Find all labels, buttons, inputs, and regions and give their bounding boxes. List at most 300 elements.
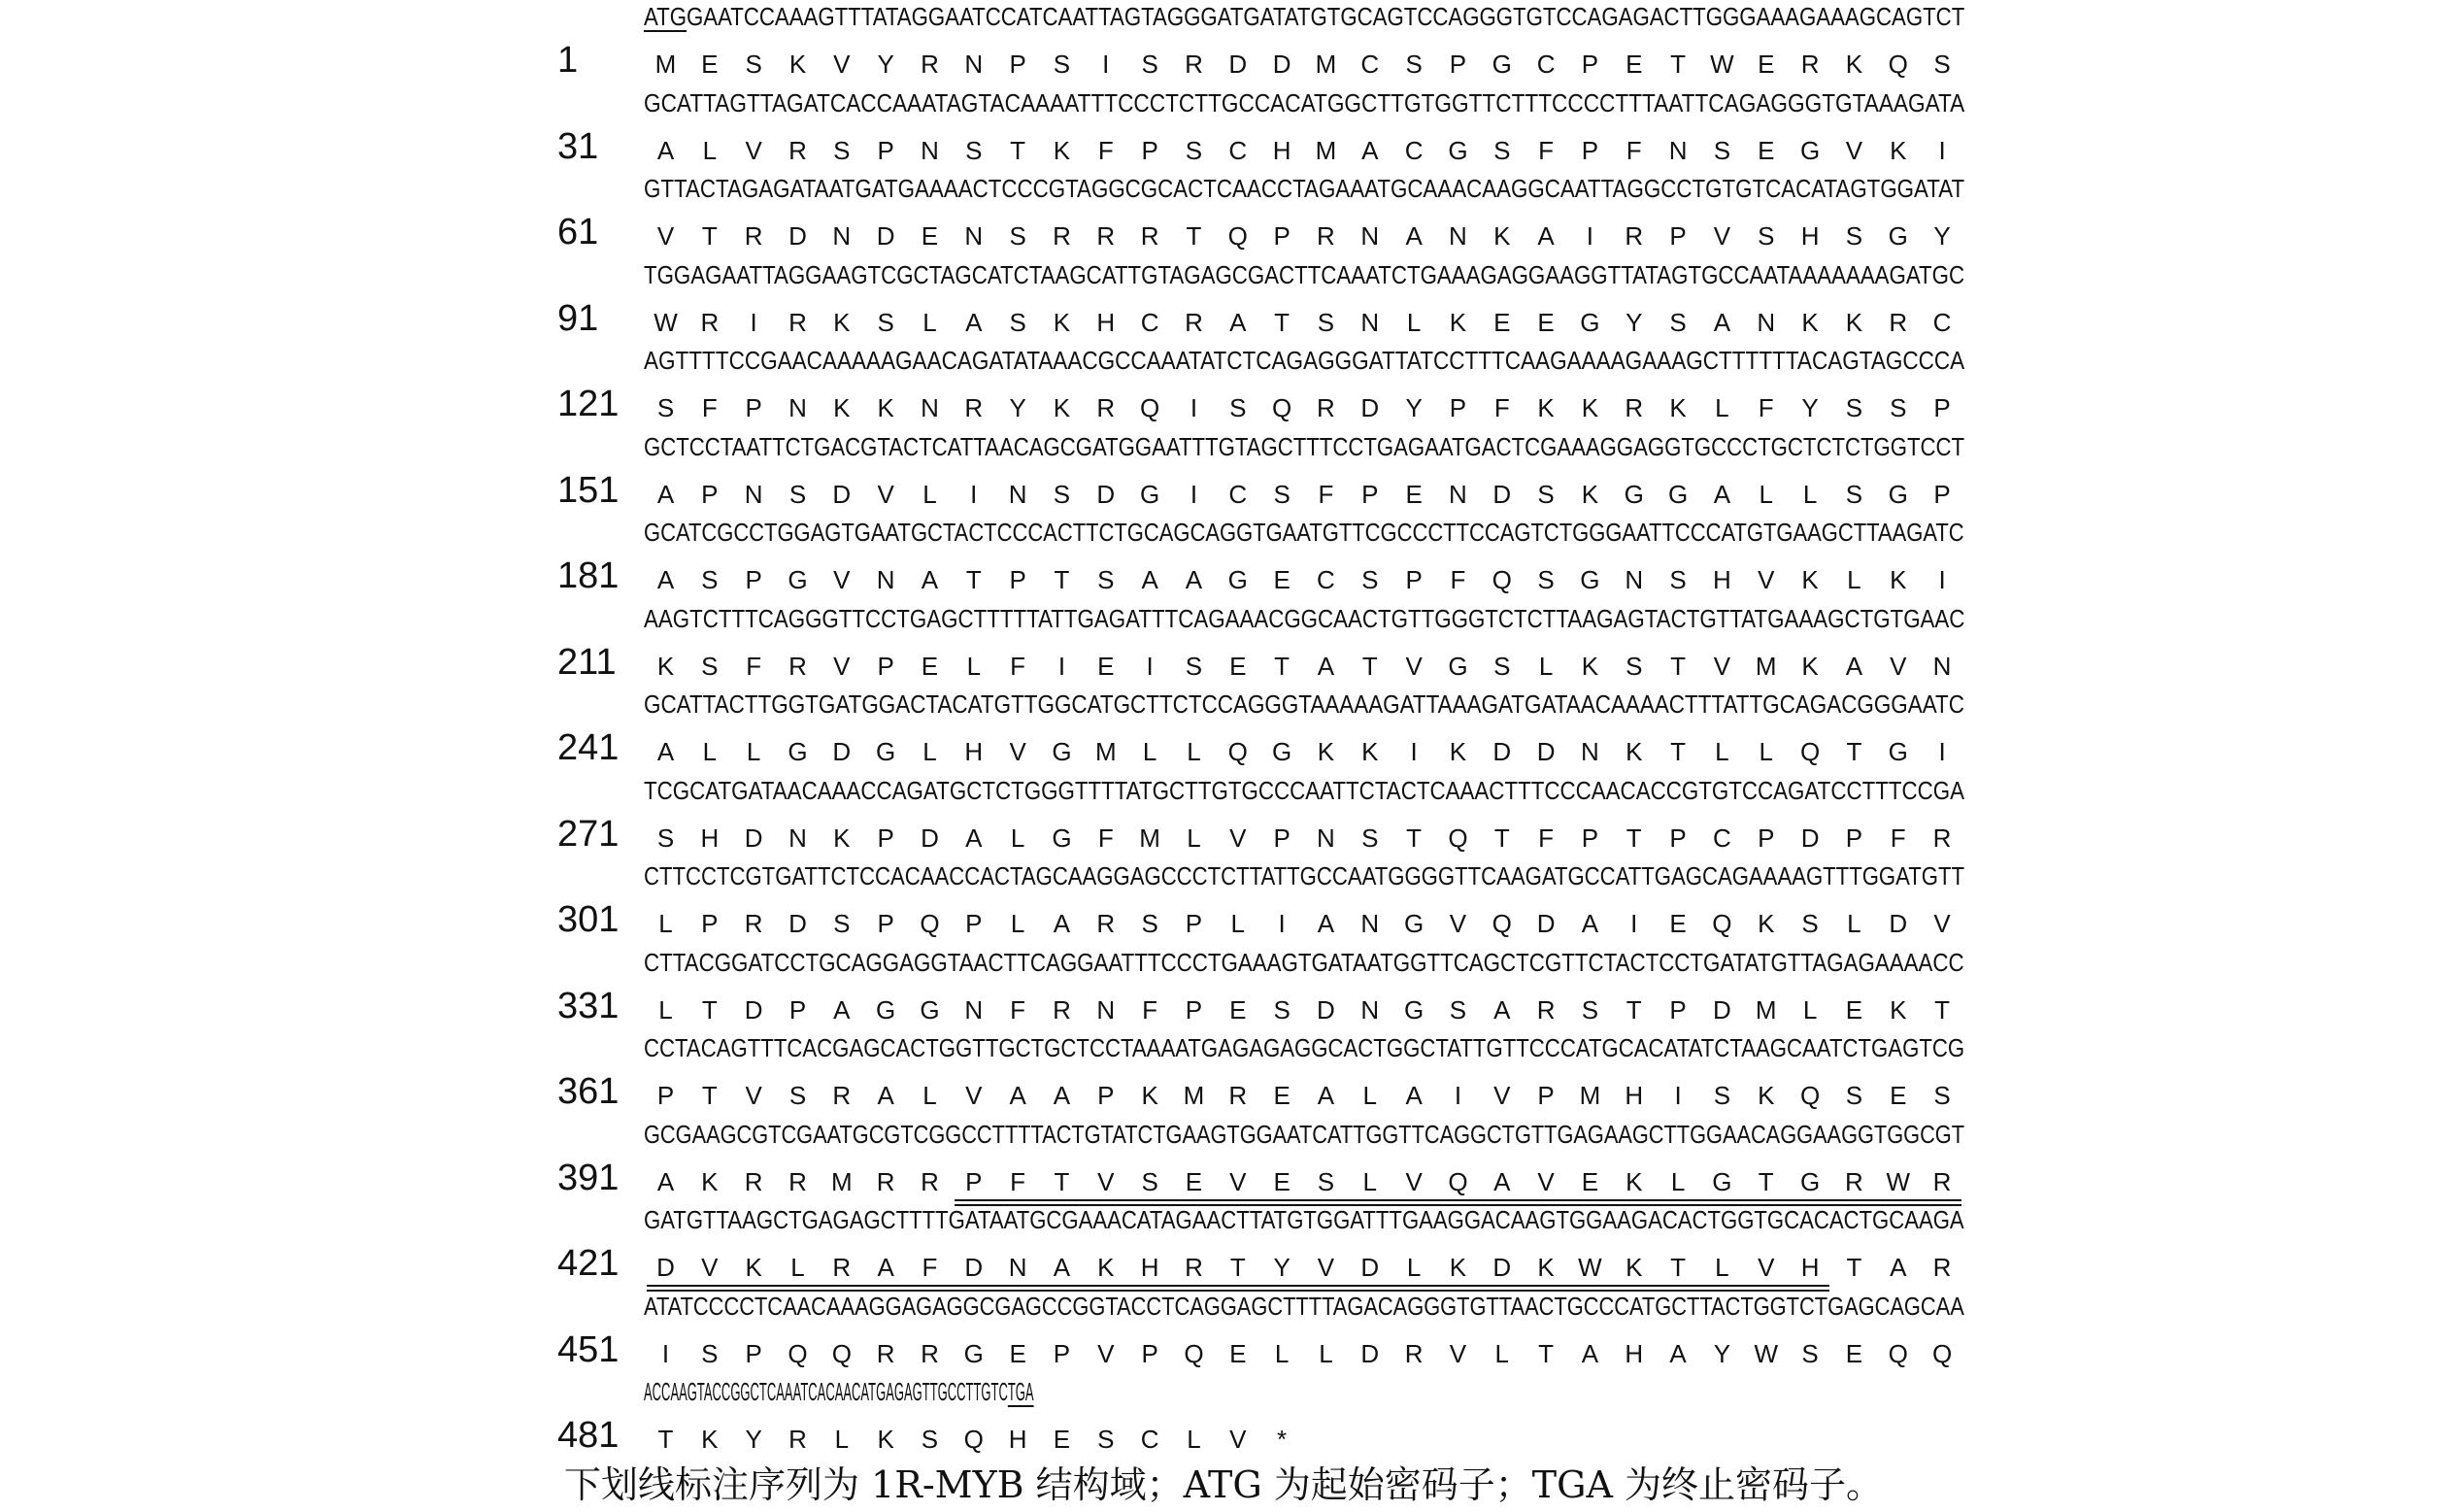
amino-acid-residue: L	[1187, 1425, 1201, 1454]
amino-acid-residue: S	[1581, 994, 1599, 1025]
amino-acid-residue: E	[1053, 1425, 1071, 1454]
amino-acid-residue: P	[701, 909, 719, 938]
amino-acid-residue: K	[877, 1425, 894, 1454]
amino-acid-residue: S	[1405, 50, 1423, 79]
amino-acid-residue: Q	[1888, 1338, 1908, 1368]
amino-acid-residue: M	[1579, 1081, 1601, 1110]
amino-acid-residue: L	[834, 1425, 850, 1454]
amino-acid-residue: L	[1142, 737, 1157, 766]
sequence-row	[0, 1203, 2447, 1290]
nucleotide-segment: AAGTCTTTCAGGGTTCCTGAGCTTTTTATTGAGATTTCAGAAACGGCAACTGTTGGGTCTCTTAAGAGTACTGTTATGAAAGCTGTGAAC	[644, 603, 1965, 633]
amino-acid-residue: T	[1054, 565, 1070, 594]
amino-acid-residue: R	[1845, 1166, 1863, 1196]
amino-acid-residue: K	[1581, 651, 1599, 681]
residue-number: 61	[557, 212, 599, 252]
amino-acid-residue: R	[744, 221, 763, 251]
amino-acid-residue: Q	[1184, 1338, 1204, 1368]
amino-acid-residue: P	[1669, 823, 1687, 853]
amino-acid-residue: R	[788, 135, 807, 165]
amino-acid-residue: S	[1097, 1425, 1115, 1454]
amino-acid-residue: V	[745, 1081, 762, 1110]
amino-acid-residue: G	[1888, 737, 1908, 766]
nucleotide-sequence	[644, 344, 1965, 377]
amino-acid-residue: T	[1934, 994, 1950, 1025]
amino-acid-residue: Q	[1227, 221, 1248, 251]
amino-acid-residue: F	[1890, 823, 1906, 853]
amino-acid-residue: Q	[1448, 823, 1468, 853]
nucleotide-sequence	[644, 430, 1965, 463]
amino-acid-residue: L	[922, 307, 937, 337]
amino-acid-residue: P	[877, 135, 894, 165]
amino-acid-residue: K	[1669, 393, 1687, 422]
amino-acid-residue: N	[1360, 221, 1380, 251]
amino-acid-residue: D	[1360, 1253, 1380, 1282]
amino-acid-residue: R	[1053, 221, 1071, 251]
amino-acid-residue: K	[1801, 565, 1819, 594]
amino-acid-sequence	[644, 215, 1964, 257]
amino-acid-residue: D	[1536, 909, 1556, 938]
amino-acid-residue: C	[1317, 565, 1335, 594]
amino-acid-residue: G	[1888, 221, 1908, 251]
amino-acid-residue: P	[965, 1166, 983, 1196]
amino-acid-residue: R	[700, 307, 720, 337]
amino-acid-residue: R	[1932, 1166, 1952, 1196]
nucleotide-segment: GCATTAGTTAGATCACCAAATAGTACAAAATTTCCCTCTTGCCACATGGCTTGTGGTTCTTTCCCCTTTAATTCAGAGGGTGTAAAGATA	[644, 87, 1965, 118]
amino-acid-residue: T	[1670, 1253, 1687, 1282]
amino-acid-residue: V	[1229, 1425, 1247, 1454]
nucleotide-sequence	[644, 774, 1965, 807]
amino-acid-residue: T	[1186, 221, 1202, 251]
amino-acid-residue: A	[1713, 479, 1731, 509]
amino-acid-sequence	[644, 1160, 1964, 1203]
sequence-row	[0, 1375, 2447, 1462]
amino-acid-residue: K	[1890, 565, 1907, 594]
sequence-row	[0, 430, 2447, 517]
amino-acid-residue: K	[1141, 1081, 1158, 1110]
amino-acid-residue: D	[1492, 737, 1512, 766]
amino-acid-residue: S	[1361, 823, 1379, 853]
amino-acid-residue: F	[1318, 479, 1334, 509]
amino-acid-residue: D	[876, 221, 895, 251]
nucleotide-segment: ATATCCCCTCAACAAAGGAGAGGCGAGCCGGTACCTCAGGAGCTTTTAGACAGGGTGTTAACTGCCCATGCTTACTGGTCTGAGCAGCAA	[644, 1291, 1964, 1321]
amino-acid-residue: H	[964, 737, 984, 766]
amino-acid-residue: L	[1274, 1338, 1290, 1368]
amino-acid-residue: K	[656, 651, 675, 681]
amino-acid-residue: K	[1845, 307, 1863, 337]
amino-acid-residue: C	[1360, 50, 1380, 79]
amino-acid-residue: R	[1889, 307, 1908, 337]
sequence-row	[0, 1031, 2447, 1118]
amino-acid-residue: L	[922, 737, 937, 766]
amino-acid-residue: S	[921, 1425, 939, 1454]
sequence-row	[0, 172, 2447, 258]
amino-acid-residue: I	[1190, 479, 1198, 509]
amino-acid-residue: N	[1449, 221, 1467, 251]
amino-acid-residue: Q	[1492, 909, 1512, 938]
amino-acid-residue: S	[1713, 135, 1731, 165]
amino-acid-residue: E	[1405, 479, 1423, 509]
amino-acid-residue: K	[1801, 307, 1819, 337]
amino-acid-residue: E	[1273, 565, 1291, 594]
amino-acid-residue: R	[964, 393, 984, 422]
amino-acid-residue: V	[1097, 1166, 1115, 1196]
amino-acid-residue: D	[1360, 393, 1380, 422]
amino-acid-residue: D	[1096, 479, 1116, 509]
amino-acid-residue: F	[1097, 823, 1114, 853]
amino-acid-residue: W	[1710, 50, 1734, 79]
amino-acid-residue: V	[833, 565, 851, 594]
amino-acid-residue: A	[1405, 221, 1423, 251]
amino-acid-residue: T	[1493, 823, 1510, 853]
amino-acid-residue: E	[1273, 1081, 1291, 1110]
amino-acid-residue: A	[1581, 1338, 1599, 1368]
amino-acid-residue: K	[745, 1253, 762, 1282]
amino-acid-residue: R	[1932, 823, 1952, 853]
amino-acid-residue: V	[1229, 1166, 1247, 1196]
amino-acid-residue: V	[1758, 1253, 1775, 1282]
amino-acid-residue: I	[750, 307, 757, 337]
amino-acid-residue: S	[1933, 1081, 1951, 1110]
amino-acid-residue: G	[1403, 994, 1425, 1025]
nucleotide-segment: GCGAAGCGTCGAATGCGTCGGCCTTTTACTGTATCTGAAGTGGAATCATTGGTTCAGGCTGTTGAGAAGCTTGGAACAGGAAGGTGGCGT	[644, 1119, 1964, 1149]
amino-acid-residue: W	[654, 307, 678, 337]
amino-acid-residue: R	[744, 1166, 763, 1196]
amino-acid-residue: L	[1670, 1166, 1686, 1196]
amino-acid-residue: S	[701, 651, 719, 681]
amino-acid-residue: A	[656, 135, 675, 165]
amino-acid-residue: P	[1097, 1081, 1115, 1110]
amino-acid-residue: C	[1140, 1425, 1159, 1454]
amino-acid-residue: R	[1317, 221, 1335, 251]
nucleotide-segment: CCTACAGTTTCACGAGCACTGGTTGCTGCTCCTAAAATGAGAGAGGCACTGGCTATTGTTCCCATGCACATATCTAAGCAATCTGAGTCG	[644, 1033, 1965, 1062]
amino-acid-residue: E	[1669, 909, 1687, 938]
amino-acid-residue: I	[1057, 651, 1066, 681]
nucleotide-sequence	[644, 1203, 1964, 1236]
amino-acid-residue: K	[1801, 651, 1819, 681]
amino-acid-residue: A	[921, 565, 939, 594]
residue-number: 421	[557, 1243, 620, 1284]
residue-number: 91	[557, 297, 599, 339]
amino-acid-residue: K	[701, 1425, 719, 1454]
amino-acid-residue: R	[1096, 393, 1116, 422]
amino-acid-residue: K	[1053, 307, 1071, 337]
amino-acid-residue: S	[1933, 50, 1951, 79]
amino-acid-residue: L	[702, 135, 718, 165]
amino-acid-residue: R	[1317, 393, 1335, 422]
amino-acid-residue: N	[876, 565, 895, 594]
amino-acid-residue: N	[1757, 307, 1776, 337]
amino-acid-residue: S	[1669, 565, 1687, 594]
amino-acid-residue: P	[1141, 1338, 1158, 1368]
amino-acid-residue: P	[1758, 823, 1775, 853]
amino-acid-residue: E	[1890, 1081, 1907, 1110]
amino-acid-residue: S	[788, 479, 807, 509]
amino-acid-residue: F	[1010, 994, 1026, 1025]
amino-acid-residue: K	[1890, 994, 1907, 1025]
amino-acid-residue: L	[1406, 1253, 1422, 1282]
amino-acid-residue: A	[1405, 1081, 1423, 1110]
sequence-row	[0, 602, 2447, 689]
nucleotide-segment: GCATTACTTGGTGATGGACTACATGTTGGCATGCTTCTCCAGGGTAAAAAGATTAAAGATGATAACAAAACTTTATTGCAGACGGGAATC	[644, 689, 1964, 719]
amino-acid-residue: E	[1537, 307, 1555, 337]
amino-acid-residue: R	[876, 1166, 895, 1196]
amino-acid-residue: C	[1536, 50, 1556, 79]
amino-acid-residue: A	[965, 307, 983, 337]
amino-acid-residue: S	[1009, 307, 1026, 337]
amino-acid-residue: V	[1229, 823, 1247, 853]
amino-acid-residue: A	[877, 1253, 894, 1282]
amino-acid-residue: K	[788, 50, 807, 79]
amino-acid-residue: F	[1538, 823, 1555, 853]
amino-acid-residue: R	[788, 1166, 807, 1196]
amino-acid-residue: Q	[788, 1338, 808, 1368]
amino-acid-residue: D	[788, 221, 807, 251]
amino-acid-residue: F	[1493, 393, 1510, 422]
amino-acid-residue: Q	[1799, 1081, 1821, 1110]
amino-acid-residue: A	[1053, 909, 1071, 938]
amino-acid-residue: G	[1888, 479, 1908, 509]
amino-acid-residue: A	[1053, 1253, 1071, 1282]
amino-acid-residue: V	[745, 135, 762, 165]
amino-acid-residue: N	[1008, 1253, 1027, 1282]
amino-acid-residue: L	[1010, 823, 1025, 853]
amino-acid-residue: I	[1630, 909, 1638, 938]
amino-acid-residue: R	[832, 1253, 852, 1282]
amino-acid-residue: T	[1054, 1166, 1070, 1196]
amino-acid-residue: S	[1141, 909, 1158, 938]
amino-acid-residue: N	[1625, 565, 1644, 594]
nucleotide-sequence	[644, 86, 1965, 119]
amino-acid-residue: C	[1228, 135, 1248, 165]
amino-acid-residue: Y	[1801, 393, 1819, 422]
amino-acid-residue: S	[1053, 479, 1071, 509]
amino-acid-residue: G	[1799, 1166, 1821, 1196]
amino-acid-residue: F	[1142, 994, 1158, 1025]
amino-acid-residue: T	[1670, 50, 1687, 79]
amino-acid-residue: K	[1449, 307, 1467, 337]
amino-acid-residue: S	[1845, 221, 1863, 251]
amino-acid-sequence	[644, 1332, 1964, 1375]
amino-acid-residue: F	[922, 1253, 938, 1282]
nucleotide-sequence	[644, 0, 1965, 33]
amino-acid-residue: G	[788, 737, 808, 766]
amino-acid-residue: C	[1140, 307, 1159, 337]
amino-acid-residue: H	[1140, 1253, 1159, 1282]
amino-acid-residue: N	[1317, 823, 1335, 853]
amino-acid-residue: A	[1845, 651, 1863, 681]
amino-acid-residue: H	[1625, 1338, 1644, 1368]
amino-acid-residue: N	[788, 393, 807, 422]
amino-acid-residue: R	[921, 50, 939, 79]
amino-acid-residue: L	[1759, 479, 1773, 509]
sequence-row	[0, 774, 2447, 860]
amino-acid-residue: A	[1890, 1253, 1907, 1282]
amino-acid-sequence	[644, 386, 1964, 429]
amino-acid-sequence	[644, 473, 1964, 516]
amino-acid-residue: I	[1454, 1081, 1462, 1110]
amino-acid-residue: Q	[920, 909, 940, 938]
amino-acid-residue: N	[1449, 479, 1467, 509]
amino-acid-residue: N	[921, 393, 939, 422]
amino-acid-residue: P	[877, 909, 894, 938]
domain-underline	[955, 1204, 1961, 1206]
amino-acid-residue: F	[1626, 135, 1642, 165]
nucleotide-segment: GTTACTAGAGATAATGATGAAAACTCCCGTAGGCGCACTCAACCTAGAAATGCAAACAAGGCAATTAGGCCTGTGTCACATAGTGGATAT	[644, 174, 1965, 203]
amino-acid-residue: L	[658, 909, 673, 938]
amino-acid-residue: R	[744, 909, 763, 938]
amino-acid-residue: D	[656, 1253, 675, 1282]
amino-acid-residue: N	[1360, 909, 1380, 938]
amino-acid-residue: R	[876, 1338, 895, 1368]
amino-acid-residue: N	[788, 823, 807, 853]
amino-acid-residue: L	[1715, 393, 1729, 422]
amino-acid-residue: M	[1139, 823, 1160, 853]
amino-acid-residue: A	[1141, 565, 1158, 594]
residue-number: 241	[557, 727, 620, 768]
amino-acid-residue: E	[1758, 50, 1775, 79]
amino-acid-sequence	[644, 129, 1964, 172]
amino-acid-residue: H	[1008, 1425, 1027, 1454]
amino-acid-residue: I	[1586, 221, 1594, 251]
amino-acid-residue: E	[1229, 994, 1247, 1025]
amino-acid-residue: S	[656, 393, 675, 422]
amino-acid-residue: T	[657, 1425, 674, 1454]
amino-acid-residue: K	[1581, 393, 1599, 422]
amino-acid-residue: D	[1713, 994, 1731, 1025]
amino-acid-residue: D	[1800, 823, 1820, 853]
amino-acid-residue: N	[832, 221, 852, 251]
amino-acid-residue: S	[1493, 135, 1511, 165]
amino-acid-residue: S	[1845, 393, 1863, 422]
amino-acid-residue: V	[1449, 909, 1467, 938]
amino-acid-residue: L	[1010, 909, 1025, 938]
amino-acid-residue: V	[1537, 1166, 1555, 1196]
amino-acid-sequence	[644, 1246, 1964, 1289]
residue-number: 481	[557, 1415, 620, 1456]
amino-acid-residue: W	[1754, 1338, 1779, 1368]
amino-acid-residue: S	[745, 50, 762, 79]
amino-acid-residue: I	[1146, 651, 1154, 681]
amino-acid-residue: P	[1141, 135, 1158, 165]
stop-codon: TGA	[1007, 1377, 1034, 1406]
amino-acid-residue: G	[1271, 737, 1292, 766]
amino-acid-residue: K	[1053, 135, 1071, 165]
amino-acid-residue: I	[1102, 50, 1110, 79]
amino-acid-residue: N	[921, 135, 939, 165]
amino-acid-residue: S	[656, 823, 675, 853]
amino-acid-residue: R	[1404, 1338, 1424, 1368]
amino-acid-residue: A	[1053, 1081, 1071, 1110]
domain-underline	[647, 1290, 1830, 1292]
residue-number: 151	[557, 469, 620, 511]
amino-acid-residue: I	[661, 1338, 670, 1368]
amino-acid-sequence	[644, 301, 1964, 344]
amino-acid-residue: M	[830, 1166, 853, 1196]
amino-acid-residue: R	[1625, 221, 1644, 251]
sequence-row	[0, 688, 2447, 774]
amino-acid-residue: S	[1845, 1081, 1863, 1110]
amino-acid-residue: V	[1405, 1166, 1423, 1196]
residue-number: 301	[557, 899, 620, 940]
amino-acid-residue: R	[1228, 1081, 1248, 1110]
amino-acid-residue: Q	[1492, 565, 1512, 594]
amino-acid-residue: I	[1938, 135, 1946, 165]
amino-acid-residue: M	[1183, 1081, 1205, 1110]
nucleotide-sequence	[644, 172, 1965, 205]
amino-acid-residue: R	[921, 1338, 939, 1368]
amino-acid-residue: I	[1278, 909, 1286, 938]
amino-acid-residue: I	[1410, 737, 1418, 766]
amino-acid-residue: F	[1010, 651, 1026, 681]
amino-acid-residue: Q	[1271, 393, 1292, 422]
amino-acid-residue: K	[1537, 1253, 1555, 1282]
amino-acid-residue: G	[876, 737, 896, 766]
amino-acid-residue: M	[1755, 994, 1777, 1025]
amino-acid-residue: E	[1845, 994, 1863, 1025]
nucleotide-segment: TCGCATGATAACAAACCAGATGCTCTGGGTTTTATGCTTGTGCCCAATTCTACTCAAACTTTCCCAACACCGTGTCCAGATCCTTTCCGA	[644, 775, 1965, 805]
amino-acid-residue: S	[1097, 565, 1115, 594]
amino-acid-residue: P	[1009, 565, 1026, 594]
amino-acid-sequence	[644, 1418, 1964, 1461]
amino-acid-residue: M	[1094, 737, 1117, 766]
amino-acid-residue: S	[1626, 651, 1643, 681]
amino-acid-residue: V	[1449, 1338, 1467, 1368]
amino-acid-residue: Y	[1933, 221, 1951, 251]
amino-acid-residue: E	[1493, 307, 1511, 337]
amino-acid-residue: A	[1537, 221, 1555, 251]
amino-acid-residue: A	[833, 994, 851, 1025]
amino-acid-residue: Q	[963, 1425, 984, 1454]
amino-acid-residue: Q	[1712, 909, 1732, 938]
amino-acid-residue: P	[788, 994, 807, 1025]
amino-acid-residue: G	[1667, 479, 1689, 509]
amino-acid-residue: L	[746, 737, 761, 766]
amino-acid-residue: A	[656, 479, 675, 509]
amino-acid-residue: N	[1008, 479, 1027, 509]
amino-acid-residue: A	[1229, 307, 1247, 337]
amino-acid-sequence	[644, 645, 1964, 688]
amino-acid-residue: D	[1536, 737, 1556, 766]
amino-acid-residue: P	[1845, 823, 1863, 853]
amino-acid-residue: G	[1492, 50, 1512, 79]
amino-acid-residue: L	[1847, 565, 1861, 594]
amino-acid-sequence	[644, 558, 1964, 601]
nucleotide-sequence	[644, 1375, 1304, 1408]
amino-acid-residue: P	[1185, 909, 1203, 938]
amino-acid-residue: N	[1096, 994, 1116, 1025]
amino-acid-residue: K	[1537, 393, 1555, 422]
amino-acid-residue: H	[1800, 221, 1820, 251]
amino-acid-residue: S	[1009, 221, 1026, 251]
amino-acid-residue: R	[1625, 393, 1644, 422]
domain-underline	[955, 1199, 1961, 1201]
amino-acid-residue: R	[1536, 994, 1556, 1025]
residue-number: 451	[557, 1328, 620, 1370]
sequence-row	[0, 86, 2447, 173]
amino-acid-residue: H	[1713, 565, 1731, 594]
amino-acid-residue: A	[1493, 1166, 1511, 1196]
amino-acid-residue: N	[744, 479, 763, 509]
amino-acid-residue: R	[921, 1166, 939, 1196]
amino-acid-residue: V	[877, 479, 894, 509]
amino-acid-residue: V	[656, 221, 675, 251]
amino-acid-residue: E	[701, 50, 719, 79]
amino-acid-residue: G	[1580, 307, 1600, 337]
amino-acid-residue: D	[832, 479, 852, 509]
amino-acid-residue: Y	[1405, 393, 1423, 422]
amino-acid-residue: T	[965, 565, 982, 594]
amino-acid-residue: R	[1140, 221, 1159, 251]
